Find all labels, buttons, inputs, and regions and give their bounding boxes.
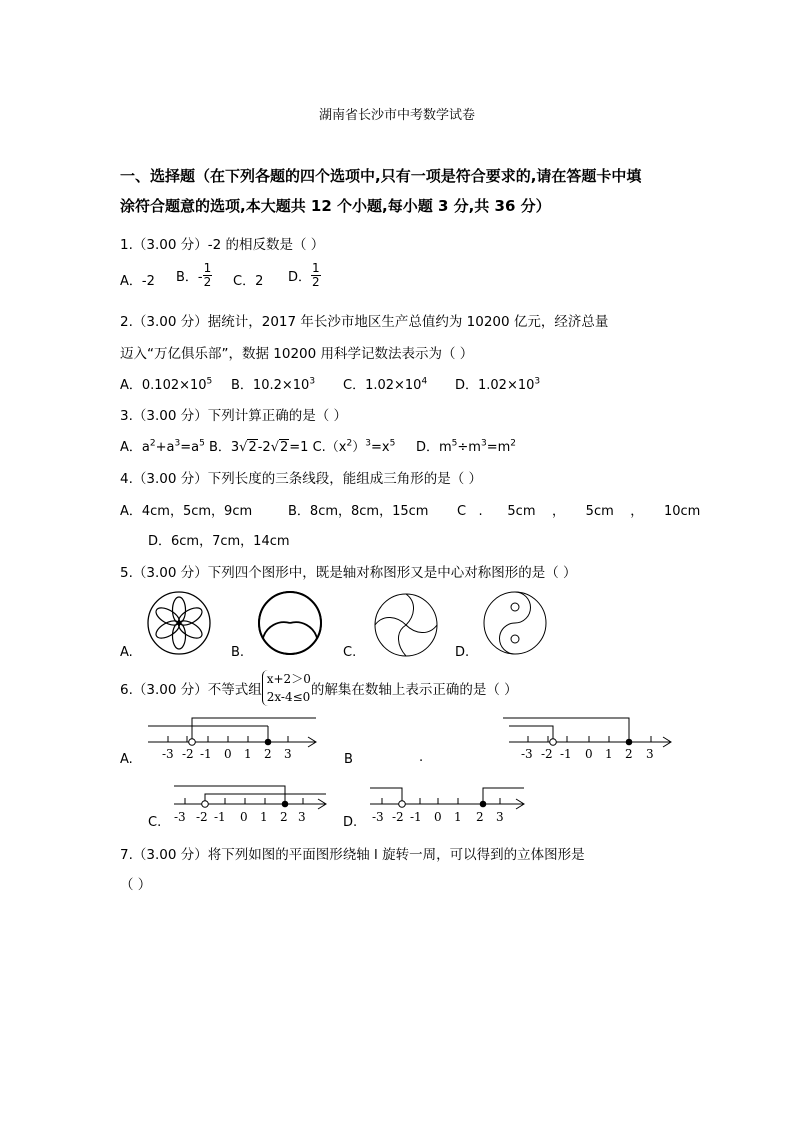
tick-label: 2 [280, 810, 288, 824]
question-7-line2: （ ） [120, 877, 152, 893]
tick-label: -1 [214, 810, 226, 824]
tick-label: -1 [200, 747, 212, 761]
swirl-figure [373, 592, 439, 658]
three-arcs-figure [257, 590, 323, 656]
tick-label: 0 [224, 747, 232, 761]
q6-label-b: B [344, 752, 353, 767]
question-2-line1: 2.（3.00 分）据统计，2017 年长沙市地区生产总值约为 10200 亿元，经济总量 [120, 314, 609, 330]
tick-label: 0 [585, 747, 593, 761]
tick-label: 2 [476, 810, 484, 824]
tick-label: 3 [284, 747, 292, 761]
number-line-d [368, 778, 528, 828]
q6-label-b-dot: . [419, 750, 424, 765]
tick-label: 2 [264, 747, 272, 761]
q1-option-d: D． $\frac{1}{2}$ [288, 261, 320, 289]
question-2-line2: 迈入“万亿俱乐部”，数据 10200 用科学记数法表示为（ ） [120, 346, 474, 362]
tick-label: -2 [196, 810, 208, 824]
question-3-stem: 3.（3.00 分）下列计算正确的是（ ） [120, 408, 348, 424]
tick-label: 0 [434, 810, 442, 824]
q1-option-a: A．-2 [120, 274, 155, 289]
tick-label: -2 [392, 810, 404, 824]
section-heading-line1: 一、选择题（在下列各题的四个选项中,只有一项是符合要求的,请在答题卡中填 [120, 167, 642, 185]
flower-figure [146, 590, 212, 656]
q4-option-d: D．6cm，7cm，14cm [148, 534, 290, 549]
inequality-system: x+2＞0 2x-4≤0 [262, 670, 311, 706]
number-line-c [170, 778, 330, 828]
q1-option-b: B．- $\frac{1}{2}$ [176, 261, 212, 289]
tick-label: 3 [496, 810, 504, 824]
q5-label-c: C. [343, 645, 357, 660]
yin-yang-figure [482, 590, 548, 656]
question-5-stem: 5.（3.00 分）下列四个图形中，既是轴对称图形又是中心对称图形的是（ ） [120, 565, 577, 581]
tick-label: -1 [560, 747, 572, 761]
q5-label-d: D. [455, 645, 470, 660]
q4-option-a: A．4cm，5cm，9cm [120, 504, 253, 519]
tick-label: -3 [174, 810, 186, 824]
number-line-a [148, 712, 318, 764]
page-title: 湖南省长沙市中考数学试卷 [318, 108, 475, 123]
question-1-stem: 1.（3.00 分）-2 的相反数是（ ） [120, 237, 325, 253]
tick-label: -2 [182, 747, 194, 761]
q2-option-c: C．$1.02\times 10^4$ [343, 376, 428, 393]
tick-label: 3 [298, 810, 306, 824]
tick-label: -1 [410, 810, 422, 824]
tick-label: 2 [625, 747, 633, 761]
q2-option-d: D．$1.02\times 10^3$ [455, 376, 541, 393]
q1-option-c: C．2 [233, 274, 264, 289]
q2-option-a: A．$0.102\times 10^5$ [120, 376, 213, 393]
tick-label: -2 [541, 747, 553, 761]
question-6-stem: 6.（3.00 分）不等式组 x+2＞0 2x-4≤0 的解集在数轴上表示正确的是（ ） [120, 672, 518, 704]
q5-label-b: B. [231, 645, 245, 660]
question-4-stem: 4.（3.00 分）下列长度的三条线段，能组成三角形的是（ ） [120, 471, 483, 487]
section-heading-line2: 涂符合题意的选项,本大题共 12 个小题,每小题 3 分,共 36 分） [120, 197, 551, 215]
q6-label-a: A. [120, 752, 133, 767]
tick-label: 1 [260, 810, 268, 824]
tick-label: 1 [244, 747, 252, 761]
q4-option-c: C . 5cm ， 5cm ， 10cm [457, 504, 701, 519]
q2-option-b: B．$10.2\times 10^3$ [231, 376, 316, 393]
tick-label: 0 [240, 810, 248, 824]
fraction: $\frac{1}{2}$ [312, 261, 320, 289]
tick-label: 1 [605, 747, 613, 761]
fraction: $\frac{1}{2}$ [203, 261, 212, 289]
q4-option-b: B．8cm，8cm，15cm [288, 504, 429, 519]
tick-label: -3 [372, 810, 384, 824]
number-line-b [503, 710, 675, 762]
q5-label-a: A. [120, 645, 133, 660]
tick-label: 3 [646, 747, 654, 761]
q6-label-d: D. [343, 815, 358, 830]
question-7-line1: 7.（3.00 分）将下列如图的平面图形绕轴 l 旋转一周，可以得到的立体图形是 [120, 847, 585, 863]
tick-label: -3 [521, 747, 533, 761]
tick-label: -3 [162, 747, 174, 761]
q3-options: A．$a^2+a^3=a^5$ B．3√2-2√2=1 $C.(x^2)^3=x^5$ D．$m^5\div m^3=m^2$ [120, 438, 516, 455]
tick-label: 1 [454, 810, 462, 824]
q6-label-c: C. [148, 815, 162, 830]
